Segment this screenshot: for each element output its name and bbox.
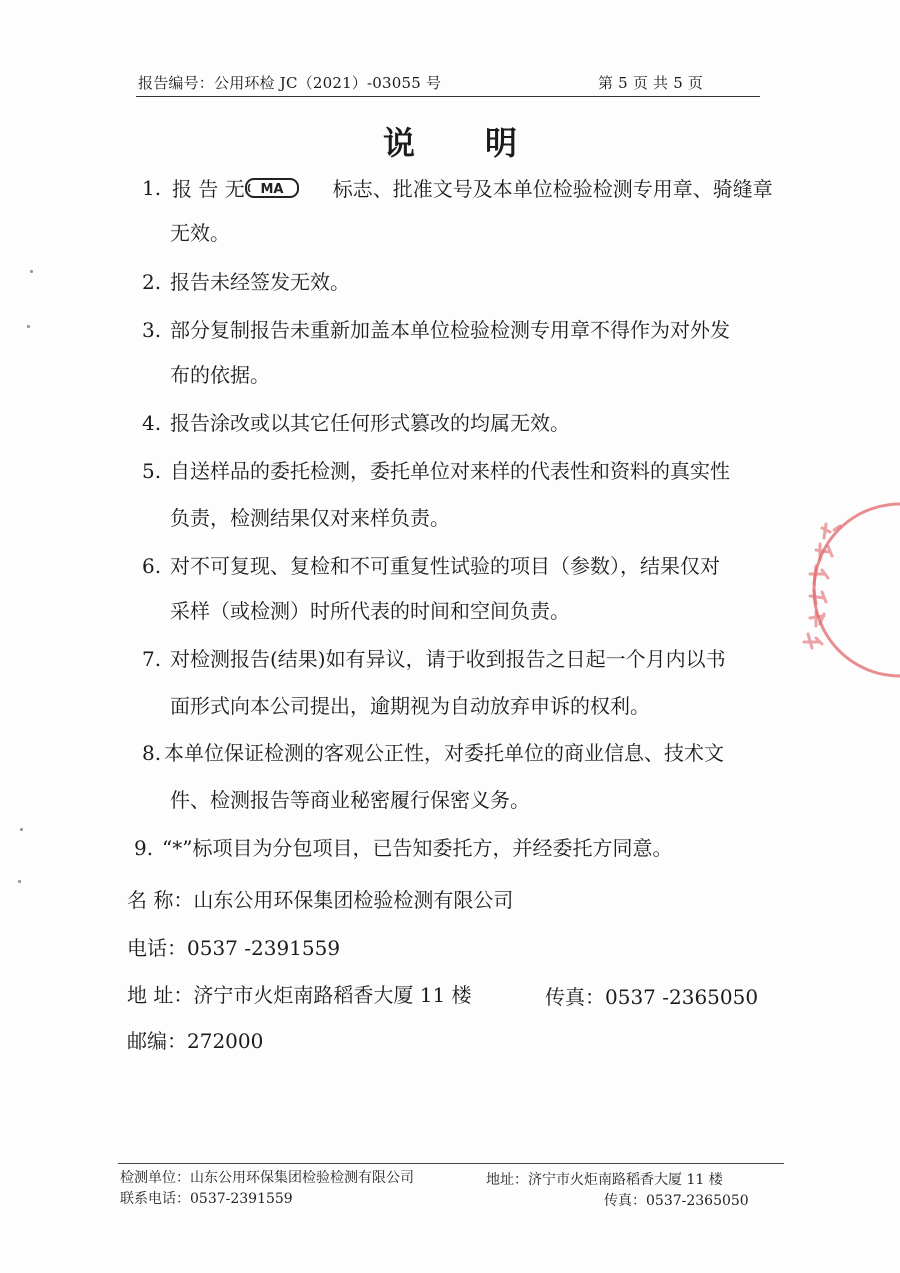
official-seal-stamp — [770, 500, 900, 680]
scan-speck — [27, 325, 30, 328]
svg-text:MA: MA — [260, 182, 284, 197]
item-number: 1. — [142, 176, 162, 200]
company-name: 名 称：山东公用环保集团检验检测有限公司 — [127, 888, 514, 912]
scan-speck — [18, 880, 21, 883]
item-line: 自送样品的委托检测，委托单位对来样的代表性和资料的真实性 — [170, 459, 730, 483]
item-text: 报 告 无 — [172, 177, 245, 201]
report-number: 报告编号：公用环检 JC（2021）-03055 号 — [138, 74, 442, 92]
item-line: 报告涂改或以其它任何形式篡改的均属无效。 — [170, 411, 570, 435]
company-postcode: 邮编：272000 — [127, 1029, 264, 1053]
footer-divider — [118, 1163, 784, 1164]
item-number: 6. — [142, 554, 162, 578]
header-divider — [136, 96, 760, 97]
item-line — [172, 178, 773, 199]
item-line: 部分复制报告未重新加盖本单位检验检测专用章不得作为对外发 — [170, 318, 730, 342]
item-number: 5. — [142, 459, 162, 483]
item-text: 标志、批准文号及本单位检验检测专用章、骑缝章 — [332, 177, 773, 201]
item-line: 对检测报告(结果)如有异议，请于收到报告之日起一个月内以书 — [170, 647, 726, 671]
footer-address: 地址：济宁市火炬南路稻香大厦 11 楼 — [486, 1172, 723, 1188]
footer-phone: 联系电话：0537-2391559 — [120, 1191, 293, 1207]
item-number: 7. — [142, 647, 162, 671]
item-line-2: 布的依据。 — [170, 363, 270, 387]
item-line: “*”标项目为分包项目，已告知委托方，并经委托方同意。 — [162, 836, 673, 860]
scan-speck — [30, 270, 33, 273]
item-line-2: 面形式向本公司提出，逾期视为自动放弃申诉的权利。 — [170, 694, 650, 718]
item-line: 本单位保证检测的客观公正性，对委托单位的商业信息、技术文 — [164, 741, 724, 765]
footer-unit: 检测单位：山东公用环保集团检验检测有限公司 — [120, 1170, 414, 1186]
item-line-2: 无效。 — [170, 221, 230, 245]
item-number: 9. — [134, 836, 154, 860]
cma-mark-icon — [245, 178, 299, 198]
item-number: 8. — [142, 741, 162, 765]
item-number: 2. — [142, 270, 162, 294]
company-phone: 电话：0537 -2391559 — [127, 936, 341, 960]
page-info: 第 5 页 共 5 页 — [598, 74, 704, 92]
page-title: 说明 — [382, 124, 587, 162]
item-line-2: 件、检测报告等商业秘密履行保密义务。 — [170, 788, 530, 812]
item-number: 4. — [142, 411, 162, 435]
footer-fax: 传真：0537-2365050 — [604, 1193, 749, 1209]
item-line: 对不可复现、复检和不可重复性试验的项目（参数），结果仅对 — [170, 554, 720, 578]
item-line-2: 采样（或检测）时所代表的时间和空间负责。 — [170, 599, 570, 623]
item-number: 3. — [142, 318, 162, 342]
company-address: 地 址：济宁市火炬南路稻香大厦 11 楼 — [127, 983, 472, 1007]
scan-speck — [20, 828, 23, 831]
company-fax: 传真：0537 -2365050 — [545, 985, 759, 1009]
item-line: 报告未经签发无效。 — [170, 270, 350, 294]
item-line-2: 负责，检测结果仅对来样负责。 — [170, 506, 450, 530]
